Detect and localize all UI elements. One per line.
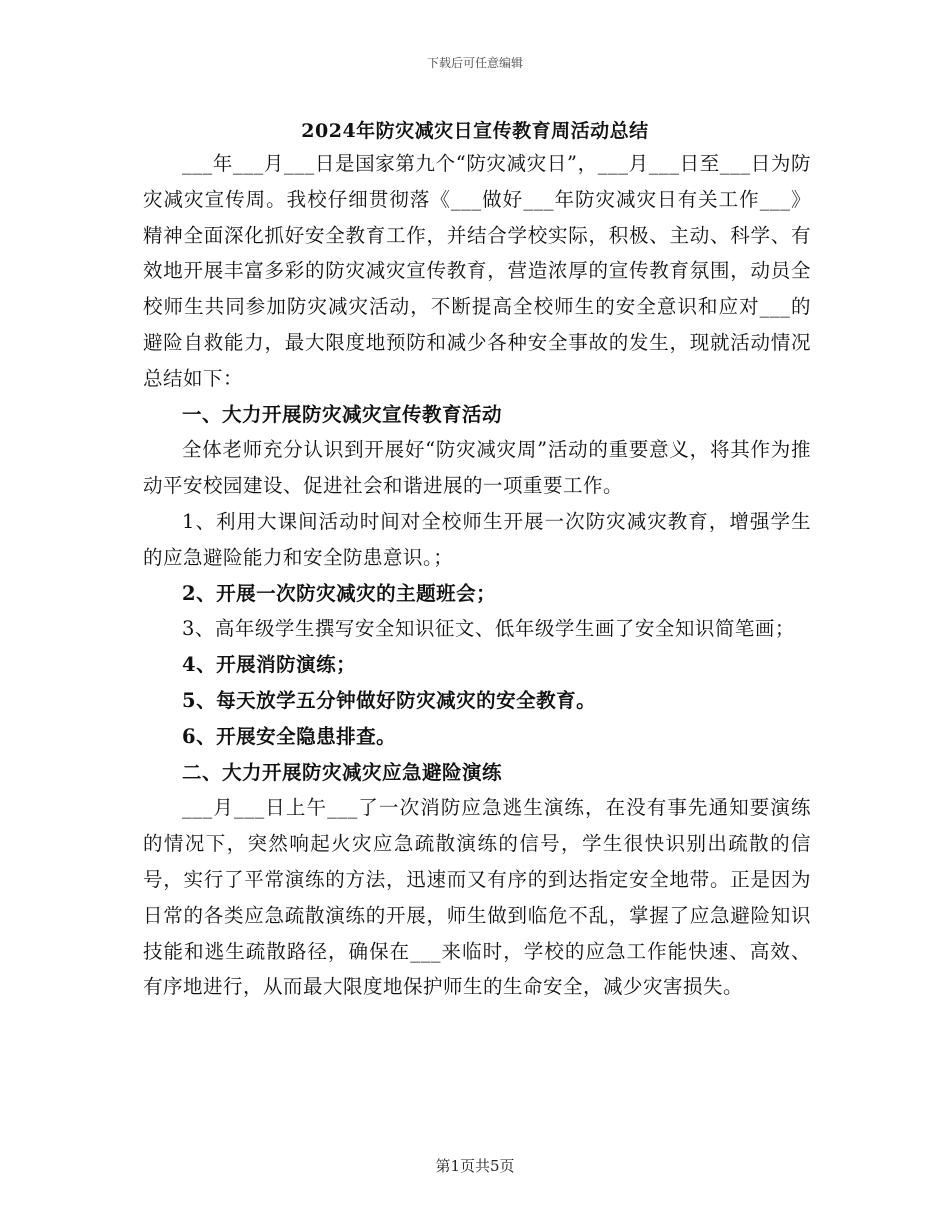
paragraph: ___月___日上午___了一次消防应急逃生演练，在没有事先通知要演练的情况下，突然响起火灾应急疏散演练的信号，学生很快识别出疏散的信号，实行了平常演练的方法，迅速而又有序的到达指定安全地带。正是因为日常的各类应急疏散演练的开展，师生做到临危不乱，掌握了应急避险知识技能和逃生疏散路径，确保在___来临时，学校的应急工作能快速、高效、有序地进行，从而最大限度地保护师生的生命安全，减少灾害损失。: [143, 796, 811, 999]
list-item: 3、高年级学生撰写安全知识征文、低年级学生画了安全知识简笔画；: [182, 617, 795, 641]
document-body: [143, 146, 811, 1005]
section-heading-1: 一、大力开展防灾减灾宣传教育活动: [182, 402, 503, 426]
page-footer: 第1页共5页: [435, 1157, 515, 1175]
list-item: 5、每天放学五分钟做好防灾减灾的安全教育。: [182, 688, 597, 712]
paragraph-intro: ___年___月___日是国家第九个“防灾减灾日”，___月___日至___日为防灾减灾宣传周。我校仔细贯彻落《___做好___年防灾减灾日有关工作___》精神全面深化抓好安全教育工作，并结合学校实际，积极、主动、科学、有效地开展丰富多彩的防灾减灾宣传教育，营造浓厚的宣传教育氛围，动员全校师生共同参加防灾减灾活动，不断提高全校师生的安全意识和应对___的避险自救能力，最大限度地预防和减少各种安全事故的发生，现就活动情况总结如下：: [143, 152, 811, 390]
header-note: 下载后可任意编辑: [426, 56, 523, 70]
list-item: 6、开展安全隐患排查。: [182, 724, 397, 748]
list-item: 4、开展消防演练；: [182, 653, 357, 677]
list-item: 1、利用大课间活动时间对全校师生开展一次防灾减灾教育，增强学生的应急避险能力和安全防患意识。；: [143, 509, 811, 569]
list-item: 2、开展一次防灾减灾的主题班会；: [182, 581, 497, 605]
paragraph: 全体老师充分认识到开展好“防灾减灾周”活动的重要意义，将其作为推动平安校园建设、促进社会和谐进展的一项重要工作。: [143, 438, 811, 498]
section-heading-2: 二、大力开展防灾减灾应急避险演练: [182, 760, 503, 784]
document-title: 2024年防灾减灾日宣传教育周活动总结: [301, 120, 649, 142]
